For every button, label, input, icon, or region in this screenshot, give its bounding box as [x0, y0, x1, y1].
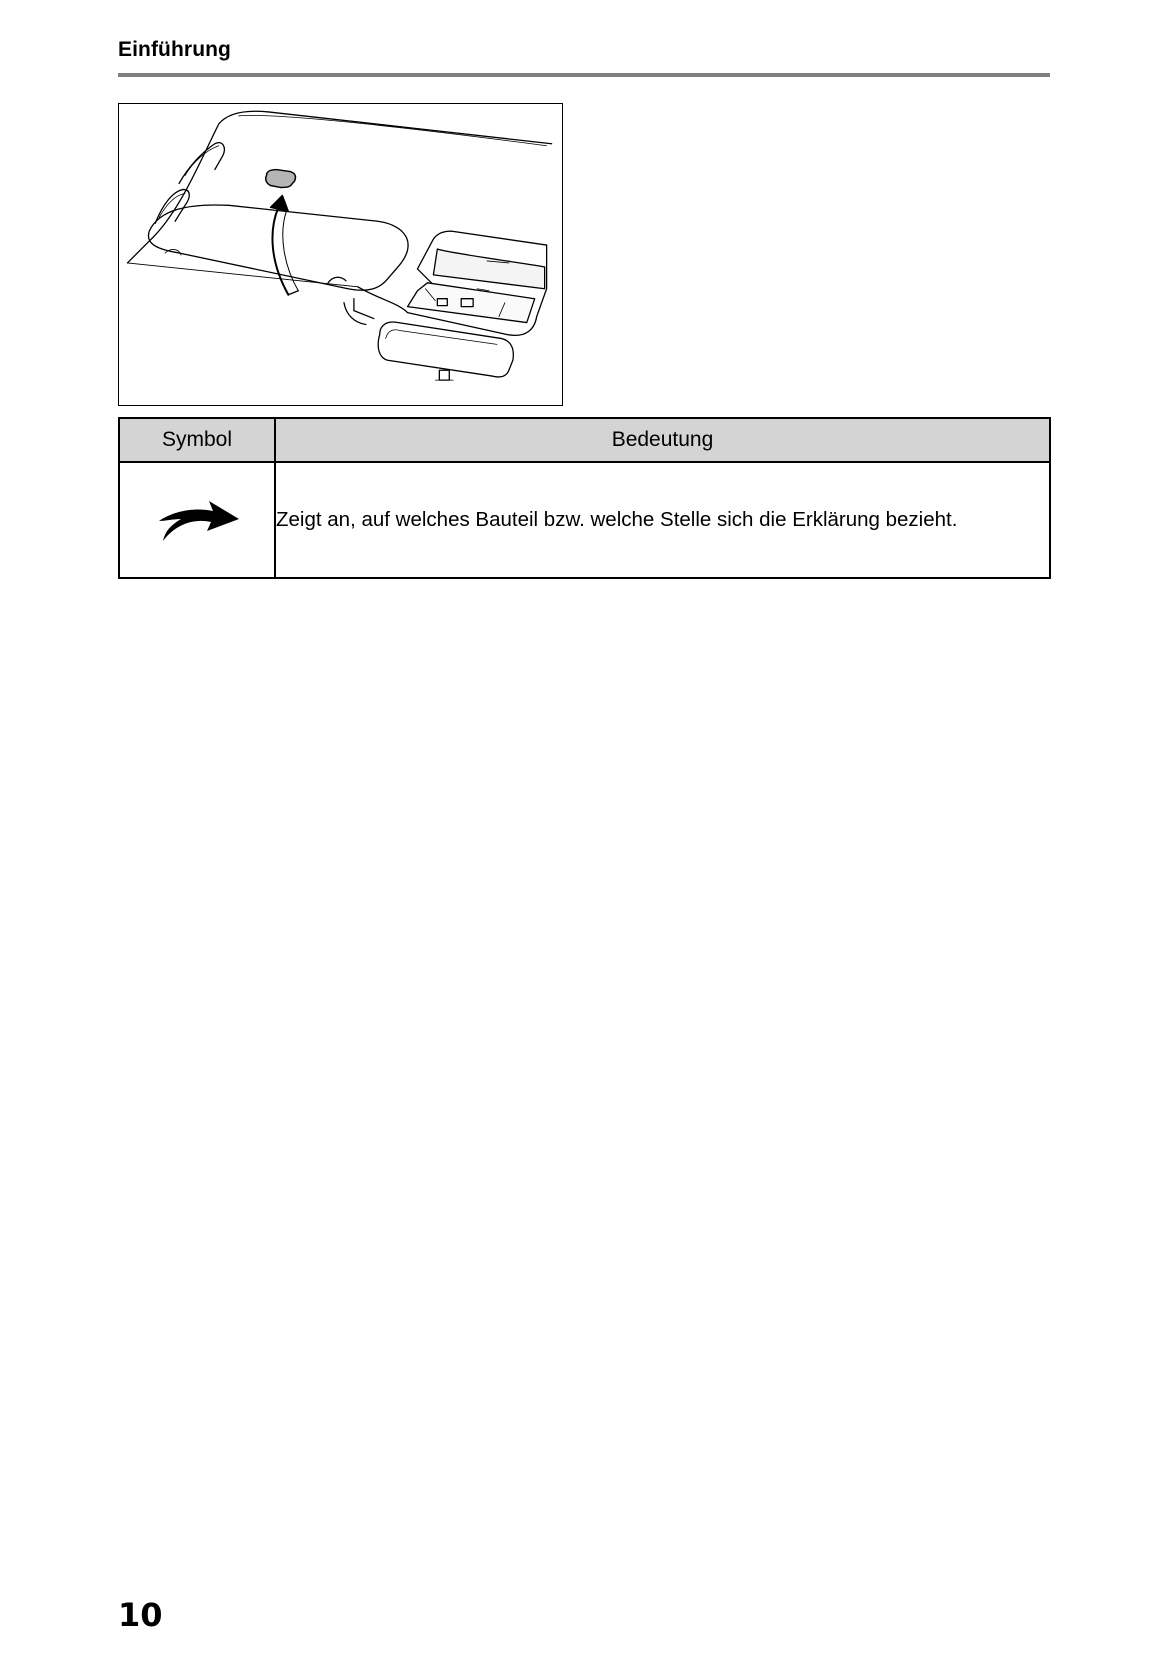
table-header-row [119, 418, 1050, 462]
overhead-console-illustration [118, 103, 563, 406]
section-title: Einführung [118, 38, 231, 61]
legend-table [118, 417, 1051, 579]
table-row [119, 462, 1050, 578]
header-divider [118, 73, 1050, 77]
page-number: 10 [118, 1596, 163, 1634]
symbol-cell [119, 462, 275, 578]
column-header-symbol: Symbol [119, 418, 275, 462]
meaning-cell: Zeigt an, auf welches Bauteil bzw. welche Stelle sich die Erklärung bezieht. [275, 462, 1050, 578]
pointer-arrow-icon [151, 493, 243, 547]
column-header-meaning: Bedeutung [275, 418, 1050, 462]
